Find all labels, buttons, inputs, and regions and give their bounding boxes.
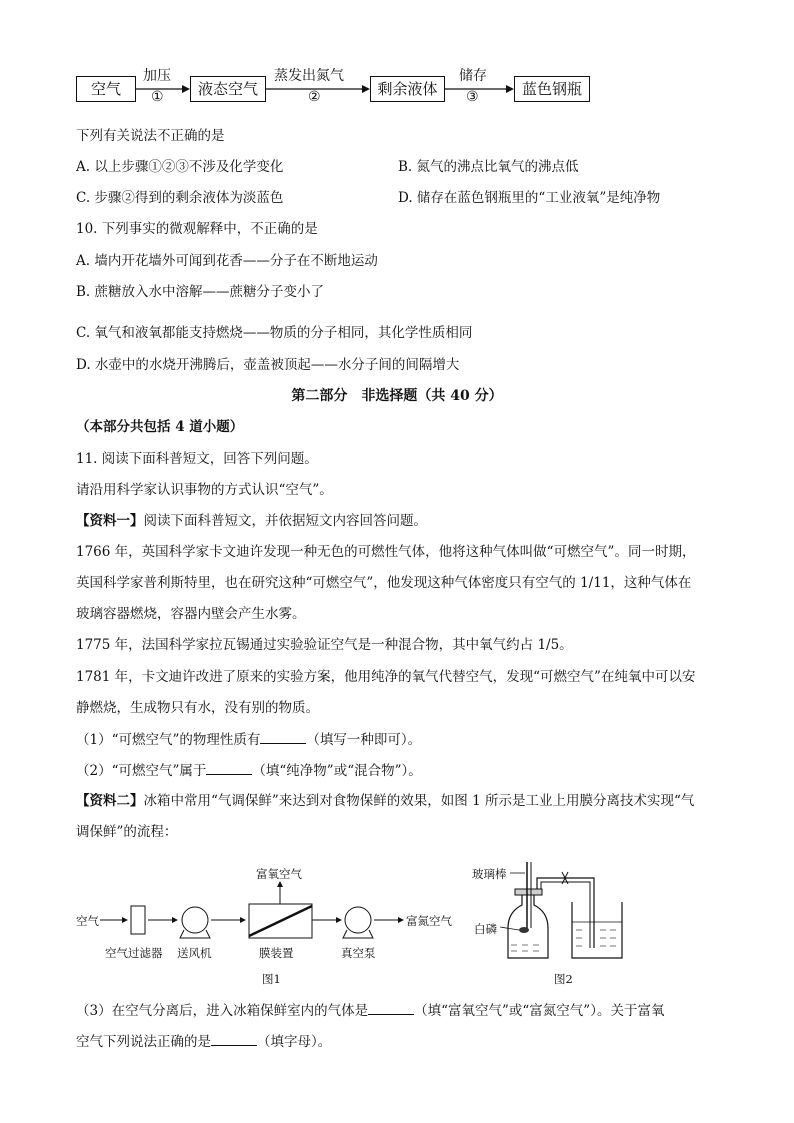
flow-step3-num: ③ — [466, 89, 479, 105]
q9-stem: 下列有关说法不正确的是 — [76, 128, 225, 144]
fig1-caption: 图1 — [262, 972, 281, 986]
air-filter-shape — [131, 906, 145, 934]
q11-para1-line1: 1766 年，英国科学家卡文迪许发现一种无色的可燃性气体，他将这种气体叫做“可燃空气”。同一时期， — [76, 544, 696, 560]
q11-para2: 1775 年，法国科学家拉瓦锡通过实验验证空气是一种混合物，其中氧气约占 1/5。 — [76, 637, 573, 653]
material-2-tag: 【资料二】 — [76, 793, 144, 809]
fig1-part-pump: 真空泵 — [341, 946, 376, 960]
flow-step3-label: 储存 — [459, 68, 487, 84]
white-phosphorus-shape — [519, 927, 529, 933]
q9-option-b: B. 氮气的沸点比氧气的沸点低 — [398, 159, 579, 175]
fig1-input-label: 空气 — [76, 914, 99, 928]
q11-stem: 11. 阅读下面科普短文，回答下列问题。 — [76, 451, 318, 467]
q11-para3-line1: 1781 年，卡文迪许改进了原来的实验方案，他用纯净的氧气代替空气，发现“可燃空气”在纯氧中可以安 — [76, 669, 696, 685]
material-2-text: 冰箱中常用“气调保鲜”来达到对食物保鲜的效果，如图 1 所示是工业上用膜分离技术实现“气 — [143, 793, 695, 809]
q11-para1-line2: 英国科学家普利斯特里，也在研究这种“可燃空气”，他发现这种气体密度只有空气的 1/11，这种气体在 — [76, 575, 692, 591]
q10-option-c: C. 氧气和液氧都能支持燃烧——物质的分子相同，其化学性质相同 — [76, 325, 473, 341]
flow-box-liquid-air: 液态空气 — [190, 76, 266, 102]
q11-para1-line3: 玻璃容器燃烧，容器内壁会产生水雾。 — [76, 606, 306, 622]
sub3-answer-blank-2[interactable] — [211, 1032, 257, 1046]
sub3-prompt-2: 空气下列说法正确的是 — [76, 1034, 211, 1050]
q9-option-c: C. 步骤②得到的剩余液体为淡蓝色 — [76, 190, 284, 206]
flask-shape — [508, 893, 548, 958]
q11-sub3-line2 — [76, 1032, 331, 1051]
blower-shape — [182, 907, 208, 933]
vacuum-pump-shape — [345, 907, 371, 933]
q10-option-a: A. 墙内开花墙外可闻到花香——分子在不断地运动 — [76, 253, 378, 269]
sub1-prompt: （1）“可燃空气”的物理性质有 — [76, 732, 261, 748]
q11-intro: 请沿用科学家认识事物的方式认识“空气”。 — [76, 482, 333, 498]
q11-para3-line2: 静燃烧，生成物只有水，没有别的物质。 — [76, 700, 319, 716]
stopper-shape — [515, 889, 542, 895]
sub2-prompt: （2）“可燃空气”属于 — [76, 763, 207, 779]
q9-option-a: A. 以上步骤①②③不涉及化学变化 — [76, 159, 284, 175]
material-1-text: 阅读下面科普短文，并依据短文内容回答问题。 — [143, 513, 427, 529]
sub3-hint-2: （填字母）。 — [257, 1034, 332, 1050]
fig2-phosphorus-label: 白磷 — [474, 922, 497, 936]
flow-step1-label: 加压 — [143, 68, 171, 84]
material-1-tag: 【资料一】 — [76, 513, 144, 529]
fig1-part-membrane: 膜装置 — [259, 946, 294, 960]
fig1-top-label: 富氧空气 — [256, 867, 302, 881]
sub3-hint: （填“富氧空气”或“富氮空气”）。关于富氧 — [414, 1003, 665, 1019]
sub3-prompt: （3）在空气分离后，进入冰箱保鲜室内的气体是 — [76, 1003, 369, 1019]
fig1-output-label: 富氮空气 — [406, 914, 452, 928]
flow-step2-num: ② — [308, 89, 321, 105]
flow-box-remaining-liquid: 剩余液体 — [370, 76, 445, 102]
q11-material-2-line2: 调保鲜”的流程： — [76, 824, 178, 840]
q11-sub3-line1 — [76, 1001, 664, 1020]
part2-title: 第二部分 非选择题（共 40 分） — [291, 388, 503, 404]
fig2-caption: 图2 — [554, 972, 573, 986]
q10-stem: 10. 下列事实的微观解释中，不正确的是 — [76, 221, 318, 237]
flow-step2-label: 蒸发出氮气 — [274, 68, 344, 84]
sub2-hint: （填“纯净物”或“混合物”）。 — [252, 763, 422, 779]
fig2-rod-label: 玻璃棒 — [472, 867, 507, 881]
fig1-part-blower: 送风机 — [177, 946, 212, 960]
q10-option-d: D. 水壶中的水烧开沸腾后，壶盖被顶起——水分子间的间隔增大 — [76, 357, 460, 373]
q10-option-b: B. 蔗糖放入水中溶解——蔗糖分子变小了 — [76, 284, 325, 300]
sub3-answer-blank-1[interactable] — [368, 1001, 414, 1015]
q9-option-d: D. 储存在蓝色钢瓶里的“工业液氧”是纯净物 — [398, 190, 661, 206]
part2-note: （本部分共包括 4 道小题） — [76, 419, 244, 435]
fig1-part-filter: 空气过滤器 — [105, 946, 163, 960]
sub1-hint: （填写一种即可）。 — [306, 732, 422, 748]
flow-box-blue-cylinder: 蓝色钢瓶 — [514, 76, 590, 102]
flow-box-air: 空气 — [76, 76, 136, 102]
flow-step1-num: ① — [151, 89, 164, 105]
